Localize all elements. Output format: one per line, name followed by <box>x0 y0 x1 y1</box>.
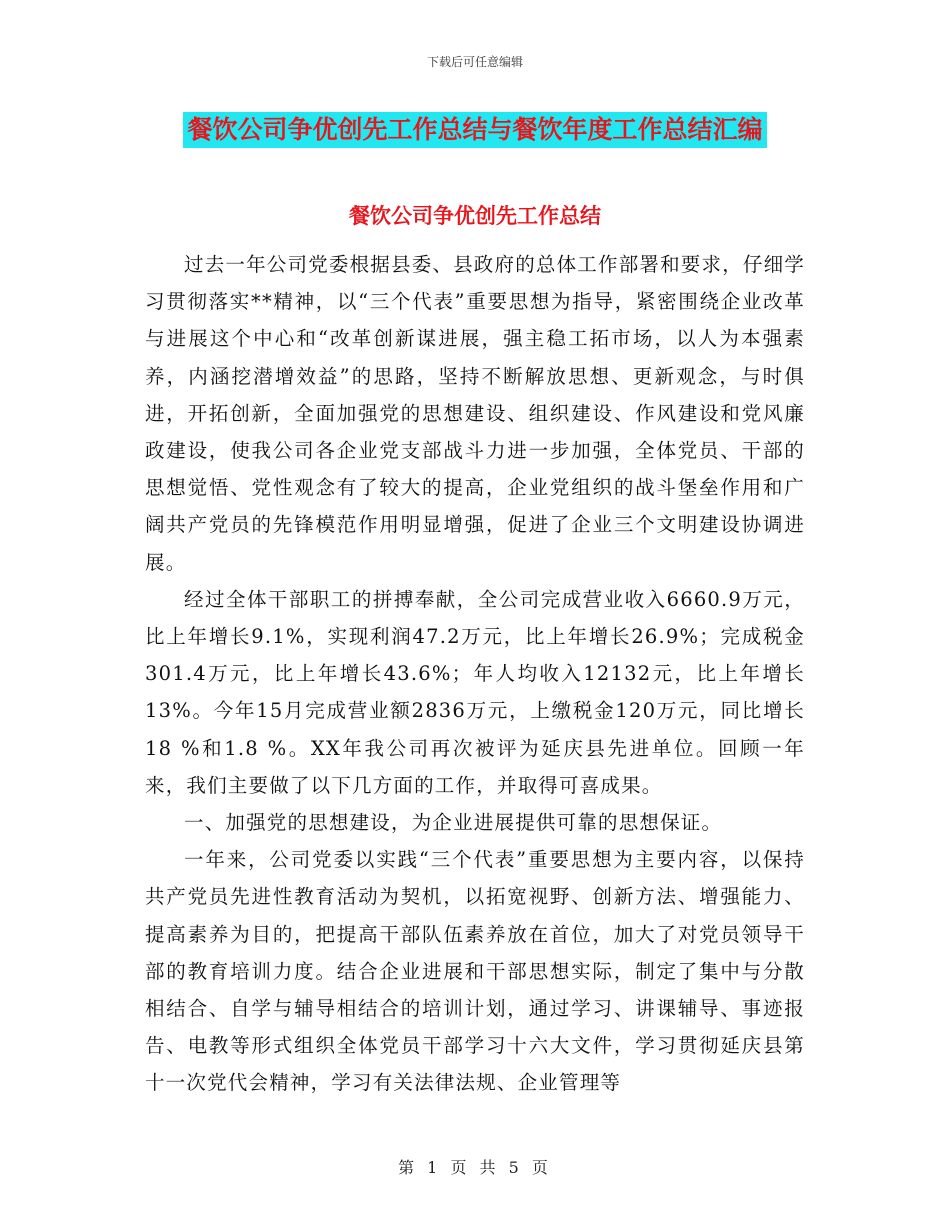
section-title: 餐饮公司争优创先工作总结 <box>349 204 601 228</box>
main-title-container <box>0 112 950 148</box>
header-note: 下载后可任意编辑 <box>426 55 523 69</box>
paragraph: 经过全体干部职工的拼搏奉献，全公司完成营业收入6660.9万元，比上年增长9.1%，实现利润47.2万元，比上年增长26.9%；完成税金301.4万元，比上年增长43.6%；年人均收入12132元，比上年增长13%。今年15月完成营业额2836万元，上缴税金120万元，同比增长18 %和1.8 %。XX年我公司再次被评为延庆县先进单位。回顾一年来，我们主要做了以下几方面的工作，并取得可喜成果。 <box>145 587 805 797</box>
paragraph: 一年来，公司党委以实践“三个代表”重要思想为主要内容，以保持共产党员先进性教育活动为契机，以拓宽视野、创新方法、增强能力、提高素养为目的，把提高干部队伍素养放在首位，加大了对党员领导干部的教育培训力度。结合企业进展和干部思想实际，制定了集中与分散相结合、自学与辅导相结合的培训计划，通过学习、讲课辅导、事迹报告、电教等形式组织全体党员干部学习十六大文件，学习贯彻延庆县第十一次党代会精神，学习有关法律法规、企业管理等 <box>145 848 805 1095</box>
paragraph: 一、加强党的思想建设，为企业进展提供可靠的思想保证。 <box>184 811 723 835</box>
paragraph: 过去一年公司党委根据县委、县政府的总体工作部署和要求，仔细学习贯彻落实**精神，以“三个代表”重要思想为指导，紧密围绕企业改革与进展这个中心和“改革创新谋进展，强主稳工拓市场，以人为本强素养，内涵挖潜增效益”的思路，坚持不断解放思想、更新观念，与时俱进，开拓创新，全面加强党的思想建设、组织建设、作风建设和党风廉政建设，使我公司各企业党支部战斗力进一步加强，全体党员、干部的思想觉悟、党性观念有了较大的提高，企业党组织的战斗堡垒作用和广阔共产党员的先锋模范作用明显增强，促进了企业三个文明建设协调进展。 <box>145 253 806 574</box>
page-number: 第 1 页 共 5 页 <box>398 1158 552 1177</box>
main-title: 餐饮公司争优创先工作总结与餐饮年度工作总结汇编 <box>183 112 766 148</box>
body-text <box>145 246 805 1102</box>
